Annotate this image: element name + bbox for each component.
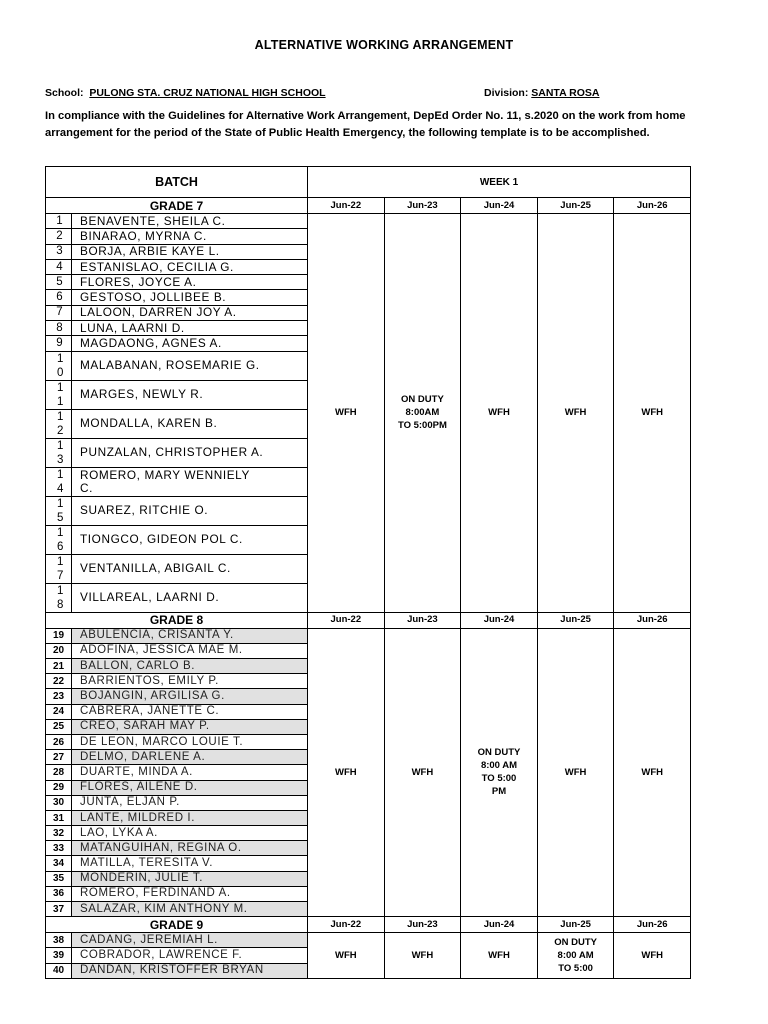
row-number: 19 — [46, 628, 72, 643]
intro-paragraph: In compliance with the Guidelines for Alternative Work Arrangement, DepEd Order No. 11, s.2020 on the work from home arrangement for the period of the State of Public Health Emergency, the following template is to be accomplished. — [45, 110, 686, 139]
staff-name: CABRERA, JANETTE C. — [72, 704, 308, 719]
grade-header-row — [46, 917, 691, 933]
staff-name: PUNZALAN, CHRISTOPHER A. — [72, 438, 308, 467]
status-cell: WFH — [614, 214, 691, 613]
row-number: 8 — [46, 321, 72, 336]
document-title: ALTERNATIVE WORKING ARRANGEMENT — [254, 38, 514, 52]
row-number: 9 — [46, 336, 72, 351]
row-number: 1 5 — [46, 496, 72, 525]
row-number: 36 — [46, 886, 72, 901]
school-label: School: — [45, 87, 84, 99]
date-header: Jun-24 — [461, 612, 538, 628]
status-cell: WFH — [614, 628, 691, 917]
row-number: 20 — [46, 643, 72, 658]
staff-name: DANDAN, KRISTOFFER BRYAN — [72, 963, 308, 978]
date-header: Jun-25 — [537, 198, 614, 214]
row-number: 40 — [46, 963, 72, 978]
row-number: 38 — [46, 933, 72, 948]
staff-name: MATANGUIHAN, REGINA O. — [72, 841, 308, 856]
staff-name: MALABANAN, ROSEMARIE G. — [72, 351, 308, 380]
table-row — [46, 214, 691, 229]
status-cell: ON DUTY 8:00AM TO 5:00PM — [384, 214, 461, 613]
staff-name: BORJA, ARBIE KAYE L. — [72, 244, 308, 259]
status-cell: WFH — [461, 933, 538, 979]
date-header: Jun-25 — [537, 917, 614, 933]
staff-name: ABULENCIA, CRISANTA Y. — [72, 628, 308, 643]
division-label: Division: — [484, 87, 529, 99]
date-header: Jun-26 — [614, 917, 691, 933]
staff-name: CADANG, JEREMIAH L. — [72, 933, 308, 948]
date-header: Jun-23 — [384, 198, 461, 214]
date-header: Jun-24 — [461, 198, 538, 214]
date-header: Jun-23 — [384, 917, 461, 933]
row-number: 31 — [46, 810, 72, 825]
row-number: 28 — [46, 765, 72, 780]
staff-name: BINARAO, MYRNA C. — [72, 229, 308, 244]
staff-name: SALAZAR, KIM ANTHONY M. — [72, 902, 308, 917]
header-row — [46, 167, 691, 198]
grade-header-row — [46, 198, 691, 214]
staff-name: MONDERIN, JULIE T. — [72, 871, 308, 886]
staff-name: ESTANISLAO, CECILIA G. — [72, 259, 308, 274]
status-cell: WFH — [384, 628, 461, 917]
staff-name: LANTE, MILDRED I. — [72, 810, 308, 825]
staff-name: MAGDAONG, AGNES A. — [72, 336, 308, 351]
date-header: Jun-22 — [308, 612, 385, 628]
staff-name: LALOON, DARREN JOY A. — [72, 305, 308, 320]
staff-name: ROMERO, FERDINAND A. — [72, 886, 308, 901]
staff-name: BALLON, CARLO B. — [72, 659, 308, 674]
row-number: 39 — [46, 948, 72, 963]
row-number: 32 — [46, 826, 72, 841]
row-number: 2 — [46, 229, 72, 244]
staff-name: DELMO, DARLENE A. — [72, 750, 308, 765]
status-cell: ON DUTY 8:00 AM TO 5:00 — [537, 933, 614, 979]
row-number: 33 — [46, 841, 72, 856]
staff-name: FLORES, JOYCE A. — [72, 275, 308, 290]
division-value: SANTA ROSA — [531, 87, 600, 99]
staff-name: MARGES, NEWLY R. — [72, 380, 308, 409]
division-line — [484, 87, 600, 99]
row-number: 1 6 — [46, 525, 72, 554]
staff-name: TIONGCO, GIDEON POL C. — [72, 525, 308, 554]
row-number: 24 — [46, 704, 72, 719]
date-header: Jun-24 — [461, 917, 538, 933]
staff-name: ADOFINA, JESSICA MAE M. — [72, 643, 308, 658]
grade-label: GRADE 9 — [46, 917, 308, 933]
row-number: 1 1 — [46, 380, 72, 409]
staff-name: COBRADOR, LAWRENCE F. — [72, 948, 308, 963]
school-line — [45, 87, 326, 99]
row-number: 1 — [46, 214, 72, 229]
staff-name: BENAVENTE, SHEILA C. — [72, 214, 308, 229]
status-cell: WFH — [537, 628, 614, 917]
row-number: 1 3 — [46, 438, 72, 467]
grade-label: GRADE 8 — [46, 612, 308, 628]
schedule-table — [45, 166, 691, 979]
staff-name: FLORES, AILENE D. — [72, 780, 308, 795]
grade-header-row — [46, 612, 691, 628]
row-number: 1 4 — [46, 467, 72, 496]
status-cell: WFH — [537, 214, 614, 613]
table-row — [46, 628, 691, 643]
row-number: 5 — [46, 275, 72, 290]
row-number: 1 7 — [46, 554, 72, 583]
staff-name: MATILLA, TERESITA V. — [72, 856, 308, 871]
week-header: WEEK 1 — [308, 167, 691, 198]
row-number: 26 — [46, 734, 72, 749]
staff-name: SUAREZ, RITCHIE O. — [72, 496, 308, 525]
staff-name: GESTOSO, JOLLIBEE B. — [72, 290, 308, 305]
staff-name: VENTANILLA, ABIGAIL C. — [72, 554, 308, 583]
staff-name: CREO, SARAH MAY P. — [72, 719, 308, 734]
staff-name: VILLAREAL, LAARNI D. — [72, 583, 308, 612]
row-number: 23 — [46, 689, 72, 704]
row-number: 6 — [46, 290, 72, 305]
row-number: 3 — [46, 244, 72, 259]
status-cell: ON DUTY 8:00 AM TO 5:00 PM — [461, 628, 538, 917]
date-header: Jun-26 — [614, 612, 691, 628]
staff-name: LUNA, LAARNI D. — [72, 321, 308, 336]
row-number: 27 — [46, 750, 72, 765]
staff-name: JUNTA, ELJAN P. — [72, 795, 308, 810]
row-number: 21 — [46, 659, 72, 674]
row-number: 30 — [46, 795, 72, 810]
staff-name: ROMERO, MARY WENNIELY C. — [72, 467, 308, 496]
status-cell: WFH — [308, 214, 385, 613]
school-value: PULONG STA. CRUZ NATIONAL HIGH SCHOOL — [89, 87, 326, 99]
date-header: Jun-25 — [537, 612, 614, 628]
row-number: 1 0 — [46, 351, 72, 380]
status-cell: WFH — [308, 628, 385, 917]
batch-header: BATCH — [46, 167, 308, 198]
date-header: Jun-26 — [614, 198, 691, 214]
staff-name: MONDALLA, KAREN B. — [72, 409, 308, 438]
row-number: 1 2 — [46, 409, 72, 438]
staff-name: LAO, LYKA A. — [72, 826, 308, 841]
staff-name: BOJANGIN, ARGILISA G. — [72, 689, 308, 704]
row-number: 25 — [46, 719, 72, 734]
row-number: 4 — [46, 259, 72, 274]
status-cell: WFH — [308, 933, 385, 979]
row-number: 7 — [46, 305, 72, 320]
date-header: Jun-22 — [308, 917, 385, 933]
staff-name: BARRIENTOS, EMILY P. — [72, 674, 308, 689]
row-number: 34 — [46, 856, 72, 871]
status-cell: WFH — [461, 214, 538, 613]
row-number: 35 — [46, 871, 72, 886]
table-row — [46, 933, 691, 948]
row-number: 1 8 — [46, 583, 72, 612]
date-header: Jun-22 — [308, 198, 385, 214]
row-number: 37 — [46, 902, 72, 917]
staff-name: DUARTE, MINDA A. — [72, 765, 308, 780]
status-cell: WFH — [384, 933, 461, 979]
row-number: 29 — [46, 780, 72, 795]
row-number: 22 — [46, 674, 72, 689]
status-cell: WFH — [614, 933, 691, 979]
grade-label: GRADE 7 — [46, 198, 308, 214]
staff-name: DE LEON, MARCO LOUIE T. — [72, 734, 308, 749]
date-header: Jun-23 — [384, 612, 461, 628]
